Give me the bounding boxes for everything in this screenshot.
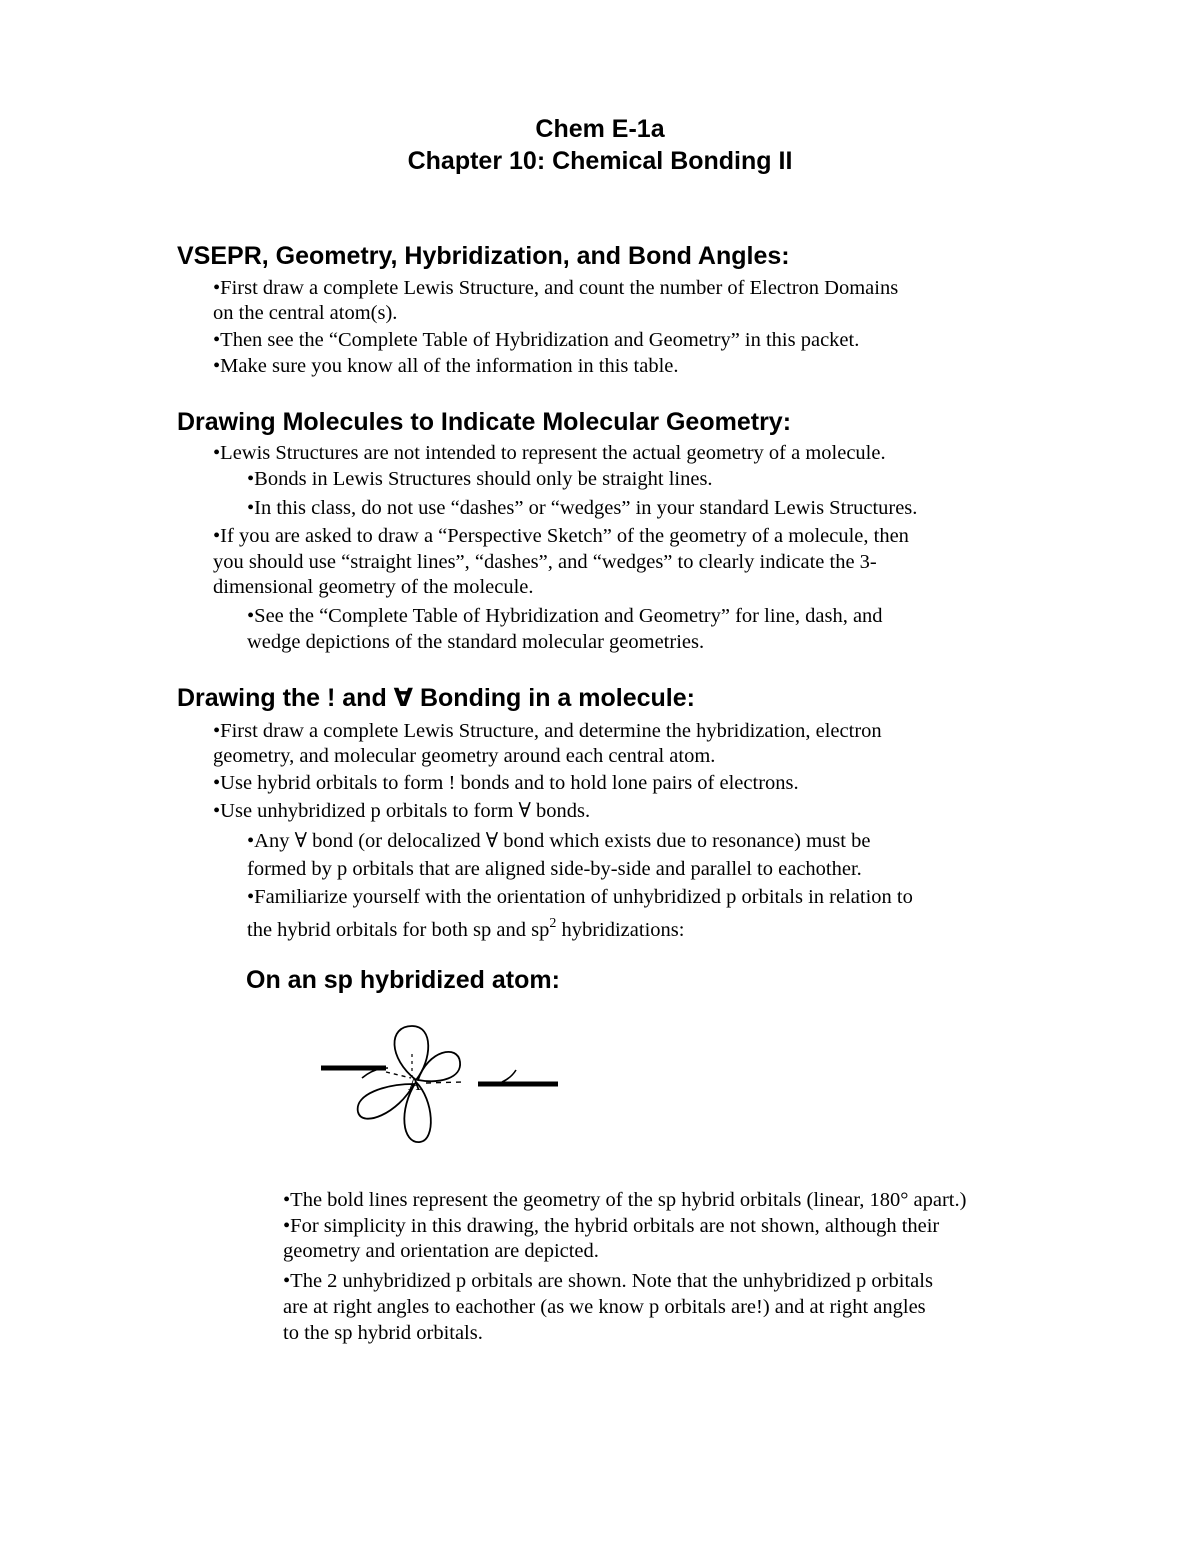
drawing-heading: Drawing Molecules to Indicate Molecular Geometry: bbox=[177, 408, 792, 436]
bonding-line: •First draw a complete Lewis Structure, and determine the hybridization, electron bbox=[213, 720, 882, 742]
vsepr-heading: VSEPR, Geometry, Hybridization, and Bond Angles: bbox=[177, 242, 790, 270]
drawing-line: you should use “straight lines”, “dashes”, and “wedges” to clearly indicate the 3- bbox=[213, 551, 877, 573]
drawing-line: •Lewis Structures are not intended to represent the actual geometry of a molecule. bbox=[213, 442, 886, 464]
sp-note: are at right angles to eachother (as we know p orbitals are!) and at right angles bbox=[283, 1296, 926, 1318]
atom-label: A bbox=[408, 1074, 421, 1094]
sp-note: to the sp hybrid orbitals. bbox=[283, 1322, 483, 1344]
bonding-line: formed by p orbitals that are aligned side-by-side and parallel to eachother. bbox=[247, 858, 862, 880]
drawing-line: •Bonds in Lewis Structures should only be straight lines. bbox=[247, 468, 713, 490]
drawing-line: •See the “Complete Table of Hybridization and Geometry” for line, dash, and bbox=[247, 605, 883, 627]
bonding-line: •Use hybrid orbitals to form ! bonds and to hold lone pairs of electrons. bbox=[213, 772, 799, 794]
drawing-line: dimensional geometry of the molecule. bbox=[213, 576, 534, 598]
sp-note: •The bold lines represent the geometry of the sp hybrid orbitals (linear, 180° apart.) bbox=[283, 1189, 967, 1211]
bonding-line: geometry, and molecular geometry around each central atom. bbox=[213, 745, 716, 767]
sp-orbital-diagram bbox=[316, 1020, 566, 1150]
vsepr-line: •First draw a complete Lewis Structure, and count the number of Electron Domains bbox=[213, 277, 899, 299]
vsepr-line: •Then see the “Complete Table of Hybridization and Geometry” in this packet. bbox=[213, 329, 860, 351]
bonding-line: •Any ∀ bond (or delocalized ∀ bond which exists due to resonance) must be bbox=[247, 830, 871, 852]
course-title: Chem E-1a bbox=[535, 115, 665, 143]
vsepr-line: •Make sure you know all of the information in this table. bbox=[213, 355, 679, 377]
superscript-2: 2 bbox=[549, 916, 557, 931]
drawing-line: wedge depictions of the standard molecular geometries. bbox=[247, 631, 705, 653]
p-orbital-right-lobe bbox=[418, 1052, 460, 1081]
vsepr-line: on the central atom(s). bbox=[213, 302, 398, 324]
sp-heading: On an sp hybridized atom: bbox=[246, 966, 560, 994]
p-orbital-left-lobe bbox=[358, 1084, 414, 1119]
sp-note: •The 2 unhybridized p orbitals are shown. Note that the unhybridized p orbitals bbox=[283, 1270, 933, 1292]
drawing-line: •In this class, do not use “dashes” or “wedges” in your standard Lewis Structures. bbox=[247, 497, 918, 519]
drawing-line: •If you are asked to draw a “Perspective Sketch” of the geometry of a molecule, then bbox=[213, 525, 909, 547]
sp-note: •For simplicity in this drawing, the hybrid orbitals are not shown, although their bbox=[283, 1215, 940, 1237]
bonding-heading: Drawing the ! and ∀ Bonding in a molecule: bbox=[177, 684, 695, 712]
orbital-tail-right bbox=[502, 1070, 516, 1082]
bonding-line: •Familiarize yourself with the orientation of unhybridized p orbitals in relation to bbox=[247, 886, 913, 908]
bonding-line-hybridizations bbox=[247, 918, 684, 942]
chapter-title: Chapter 10: Chemical Bonding II bbox=[407, 147, 793, 175]
p-orbital-upper-lobe bbox=[394, 1026, 428, 1080]
line-text: hybridizations: bbox=[556, 919, 685, 941]
sp-note: geometry and orientation are depicted. bbox=[283, 1240, 599, 1262]
line-text: the hybrid orbitals for both sp and sp bbox=[247, 919, 550, 941]
bonding-line: •Use unhybridized p orbitals to form ∀ bonds. bbox=[213, 800, 591, 822]
